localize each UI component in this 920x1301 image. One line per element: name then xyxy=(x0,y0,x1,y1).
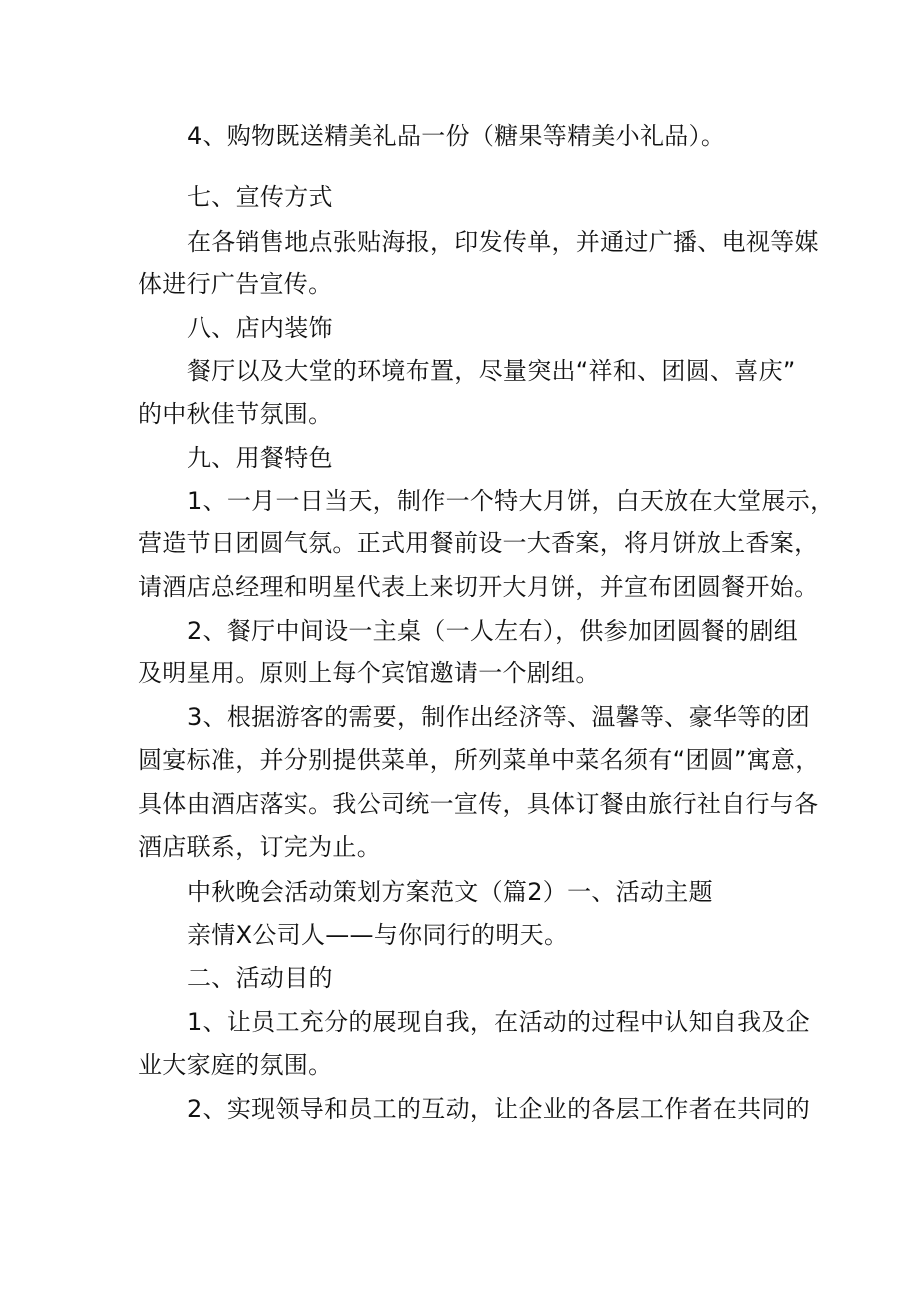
paragraph-dining-item-3-line-1: 3、根据游客的需要，制作出经济等、温馨等、豪华等的团 xyxy=(187,703,811,731)
paragraph-dining-item-2-line-2: 及明星用。原则上每个宾馆邀请一个剧组。 xyxy=(138,659,600,687)
paragraph-theme: 亲情X公司人——与你同行的明天。 xyxy=(187,921,569,949)
heading-section-9-dining: 九、用餐特色 xyxy=(187,444,333,472)
paragraph-publicity-line-2: 体进行广告宣传。 xyxy=(138,270,333,298)
heading-article-2-theme: 中秋晚会活动策划方案范文（篇2）一、活动主题 xyxy=(187,878,713,906)
paragraph-publicity-line-1: 在各销售地点张贴海报，印发传单，并通过广播、电视等媒 xyxy=(187,228,819,256)
heading-purpose: 二、活动目的 xyxy=(187,964,333,992)
paragraph-dining-item-1-line-1: 1、一月一日当天，制作一个特大月饼，白天放在大堂展示， xyxy=(187,487,835,515)
paragraph-gift-item-4: 4、购物既送精美礼品一份（糖果等精美小礼品）。 xyxy=(187,122,726,150)
paragraph-decoration-line-2: 的中秋佳节氛围。 xyxy=(138,400,333,428)
heading-section-8-decoration: 八、店内装饰 xyxy=(187,314,333,342)
paragraph-dining-item-1-line-3: 请酒店总经理和明星代表上来切开大月饼，并宣布团圆餐开始。 xyxy=(138,573,819,601)
paragraph-dining-item-1-line-2: 营造节日团圆气氛。正式用餐前设一大香案，将月饼放上香案， xyxy=(138,529,819,557)
heading-section-7-publicity: 七、宣传方式 xyxy=(187,183,333,211)
paragraph-dining-item-3-line-4: 酒店联系，订完为止。 xyxy=(138,833,381,861)
paragraph-purpose-item-1-line-2: 业大家庭的氛围。 xyxy=(138,1051,333,1079)
paragraph-purpose-item-2-line-1: 2、实现领导和员工的互动，让企业的各层工作者在共同的 xyxy=(187,1095,811,1123)
paragraph-purpose-item-1-line-1: 1、让员工充分的展现自我，在活动的过程中认知自我及企 xyxy=(187,1008,811,1036)
paragraph-decoration-line-1: 餐厅以及大堂的环境布置，尽量突出“祥和、团圆、喜庆” xyxy=(187,357,796,385)
paragraph-dining-item-3-line-3: 具体由酒店落实。我公司统一宣传，具体订餐由旅行社自行与各 xyxy=(138,790,819,818)
paragraph-dining-item-2-line-1: 2、餐厅中间设一主桌（一人左右），供参加团圆餐的剧组 xyxy=(187,617,799,645)
paragraph-dining-item-3-line-2: 圆宴标准，并分别提供菜单，所列菜单中菜名须有“团圆”寓意， xyxy=(138,746,820,774)
